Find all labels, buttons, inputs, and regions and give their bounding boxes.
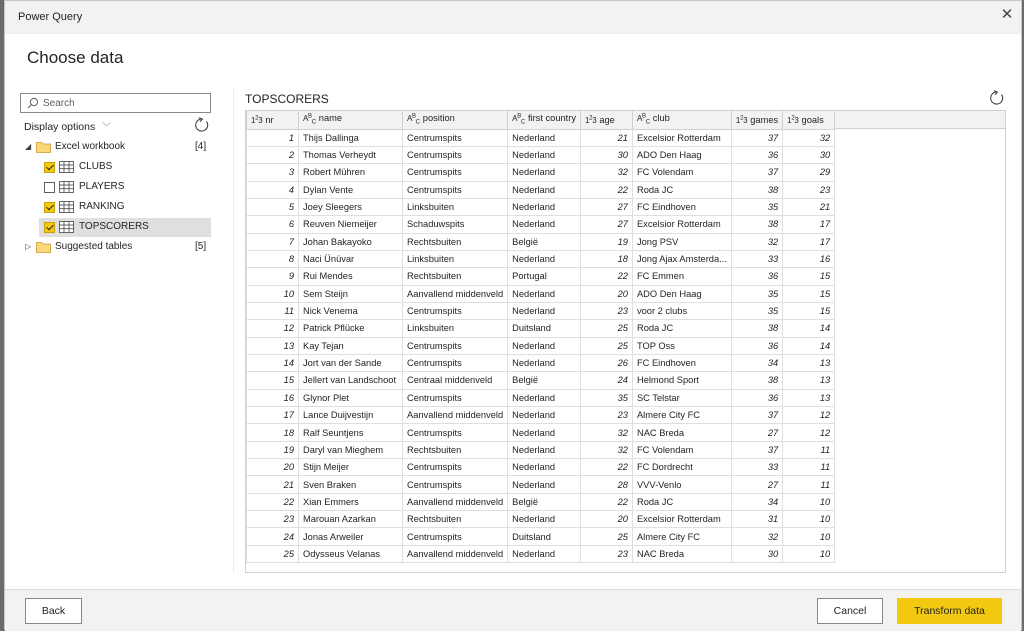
table-cell: 5 bbox=[247, 198, 299, 215]
text-type-icon: $A^B_C$ bbox=[636, 113, 650, 127]
column-header-nr[interactable] bbox=[247, 111, 299, 129]
table-cell: FC Dordrecht bbox=[632, 459, 731, 476]
table-row bbox=[247, 493, 835, 510]
table-row bbox=[247, 302, 835, 319]
column-header-club[interactable] bbox=[632, 111, 731, 129]
tree-item-count: [4] bbox=[195, 141, 207, 152]
table-cell: 36 bbox=[731, 146, 782, 163]
column-header-games[interactable] bbox=[731, 111, 782, 129]
table-cell: Joey Sleegers bbox=[299, 198, 403, 215]
table-cell: Nederland bbox=[508, 250, 581, 267]
search-box[interactable] bbox=[20, 93, 211, 113]
table-cell: 36 bbox=[731, 337, 782, 354]
whole-number-type-icon: $1^23$ bbox=[584, 115, 597, 125]
table-cell: 28 bbox=[580, 476, 632, 493]
table-cell: 23 bbox=[580, 545, 632, 562]
table-cell: 7 bbox=[247, 233, 299, 250]
table-cell: 27 bbox=[731, 476, 782, 493]
table-cell: 37 bbox=[731, 407, 782, 424]
table-cell: Thijs Dallinga bbox=[299, 129, 403, 146]
table-cell: 32 bbox=[580, 424, 632, 441]
table-cell: 21 bbox=[580, 129, 632, 146]
text-type-icon: $A^B_C$ bbox=[407, 113, 420, 127]
tree-item-suggested-tables[interactable] bbox=[23, 238, 211, 257]
table-row bbox=[247, 441, 835, 458]
table-cell: Patrick Pflücke bbox=[299, 320, 403, 337]
table-cell: Nederland bbox=[508, 198, 581, 215]
whole-number-type-icon: $1^23$ bbox=[735, 115, 748, 125]
table-cell: Roda JC bbox=[632, 493, 731, 510]
table-row bbox=[247, 354, 835, 371]
table-cell: 32 bbox=[731, 528, 782, 545]
table-cell: Nederland bbox=[508, 164, 581, 181]
table-row bbox=[247, 164, 835, 181]
tree-item-excel-workbook[interactable] bbox=[23, 138, 211, 157]
table-row bbox=[247, 146, 835, 163]
table-cell: 34 bbox=[731, 493, 782, 510]
table-cell: 18 bbox=[247, 424, 299, 441]
table-cell: 35 bbox=[731, 285, 782, 302]
table-cell: Sven Braken bbox=[299, 476, 403, 493]
table-row bbox=[247, 250, 835, 267]
tree-item-count: [5] bbox=[195, 241, 207, 252]
column-name: club bbox=[652, 113, 670, 124]
checkbox[interactable] bbox=[44, 222, 55, 233]
table-cell: Excelsior Rotterdam bbox=[632, 511, 731, 528]
tree-item-label: TOPSCORERS bbox=[79, 221, 149, 232]
table-row bbox=[247, 129, 835, 146]
table-cell: 23 bbox=[247, 511, 299, 528]
tree-item-label: Suggested tables bbox=[55, 241, 133, 252]
table-cell: NAC Breda bbox=[632, 424, 731, 441]
table-cell: Centrumspits bbox=[403, 476, 508, 493]
table-cell: 31 bbox=[731, 511, 782, 528]
pane-divider bbox=[233, 89, 234, 573]
table-cell: Aanvallend middenveld bbox=[403, 407, 508, 424]
table-cell: 30 bbox=[580, 146, 632, 163]
table-cell: 32 bbox=[731, 233, 782, 250]
table-cell: 21 bbox=[247, 476, 299, 493]
table-cell: België bbox=[508, 233, 581, 250]
table-row bbox=[247, 528, 835, 545]
table-cell: 6 bbox=[247, 216, 299, 233]
column-name: nr bbox=[265, 114, 274, 125]
table-cell: 32 bbox=[783, 129, 835, 146]
table-row bbox=[247, 511, 835, 528]
table-cell: Duitsland bbox=[508, 528, 581, 545]
table-row bbox=[247, 407, 835, 424]
table-row bbox=[247, 285, 835, 302]
table-cell: 13 bbox=[783, 389, 835, 406]
table-cell: Sem Steijn bbox=[299, 285, 403, 302]
table-cell: Rechtsbuiten bbox=[403, 233, 508, 250]
grid-header-filler bbox=[823, 111, 1006, 129]
table-row bbox=[247, 268, 835, 285]
table-cell: Lance Duijvestijn bbox=[299, 407, 403, 424]
data-table bbox=[246, 111, 835, 563]
table-cell: Rechtsbuiten bbox=[403, 441, 508, 458]
table-cell: 37 bbox=[731, 164, 782, 181]
whole-number-type-icon: $1^23$ bbox=[787, 115, 799, 125]
table-cell: Centraal middenveld bbox=[403, 372, 508, 389]
table-cell: 10 bbox=[783, 528, 835, 545]
checkbox[interactable] bbox=[44, 182, 55, 193]
table-cell: Marouan Azarkan bbox=[299, 511, 403, 528]
table-cell: 17 bbox=[247, 407, 299, 424]
table-cell: Glynor Plet bbox=[299, 389, 403, 406]
caret-down-icon[interactable]: ◢ bbox=[25, 142, 32, 151]
cancel-button[interactable]: Cancel bbox=[817, 598, 883, 624]
column-header-goals[interactable] bbox=[783, 111, 835, 129]
table-cell: Centrumspits bbox=[403, 302, 508, 319]
table-cell: Jellert van Landschoot bbox=[299, 372, 403, 389]
table-cell: 20 bbox=[580, 285, 632, 302]
table-cell: Kay Tejan bbox=[299, 337, 403, 354]
table-cell: Linksbuiten bbox=[403, 198, 508, 215]
table-cell: 16 bbox=[247, 389, 299, 406]
table-cell: Nederland bbox=[508, 146, 581, 163]
folder-icon bbox=[36, 241, 51, 253]
tree-item-players[interactable] bbox=[39, 178, 211, 197]
table-cell: FC Eindhoven bbox=[632, 198, 731, 215]
table-cell: Nederland bbox=[508, 441, 581, 458]
table-cell: Nederland bbox=[508, 302, 581, 319]
table-cell: België bbox=[508, 372, 581, 389]
table-row bbox=[247, 181, 835, 198]
table-cell: NAC Breda bbox=[632, 545, 731, 562]
table-cell: 26 bbox=[580, 354, 632, 371]
table-cell: 38 bbox=[731, 372, 782, 389]
table-cell: 35 bbox=[731, 302, 782, 319]
preview-grid[interactable] bbox=[245, 110, 1006, 573]
table-cell: FC Emmen bbox=[632, 268, 731, 285]
table-cell: 12 bbox=[247, 320, 299, 337]
column-name: name bbox=[318, 113, 343, 124]
table-cell: 17 bbox=[783, 216, 835, 233]
tree-item-label: RANKING bbox=[79, 201, 125, 212]
table-cell: 15 bbox=[247, 372, 299, 389]
table-cell: 37 bbox=[731, 129, 782, 146]
table-cell: 2 bbox=[247, 146, 299, 163]
table-cell: 15 bbox=[783, 268, 835, 285]
column-name: position bbox=[422, 113, 455, 124]
table-cell: 10 bbox=[247, 285, 299, 302]
checkbox[interactable] bbox=[44, 202, 55, 213]
table-cell: 13 bbox=[783, 372, 835, 389]
column-header-first-country[interactable] bbox=[508, 111, 581, 129]
table-cell: Nederland bbox=[508, 545, 581, 562]
table-cell: Naci Ünüvar bbox=[299, 250, 403, 267]
table-cell: 14 bbox=[783, 337, 835, 354]
table-cell: 15 bbox=[783, 285, 835, 302]
table-cell: Almere City FC bbox=[632, 528, 731, 545]
table-cell: Roda JC bbox=[632, 181, 731, 198]
footer-bar bbox=[5, 589, 1021, 631]
table-cell: SC Telstar bbox=[632, 389, 731, 406]
table-cell: 11 bbox=[783, 459, 835, 476]
table-cell: Centrumspits bbox=[403, 146, 508, 163]
table-cell: 33 bbox=[731, 250, 782, 267]
table-row bbox=[247, 233, 835, 250]
table-cell: 36 bbox=[731, 389, 782, 406]
table-row bbox=[247, 320, 835, 337]
table-cell: ADO Den Haag bbox=[632, 285, 731, 302]
table-cell: Excelsior Rotterdam bbox=[632, 129, 731, 146]
table-cell: 35 bbox=[731, 198, 782, 215]
table-cell: 14 bbox=[783, 320, 835, 337]
table-cell: FC Volendam bbox=[632, 441, 731, 458]
table-cell: 1 bbox=[247, 129, 299, 146]
table-cell: Stijn Meijer bbox=[299, 459, 403, 476]
table-cell: 12 bbox=[783, 424, 835, 441]
table-cell: 33 bbox=[731, 459, 782, 476]
table-cell: Nederland bbox=[508, 285, 581, 302]
table-cell: Johan Bakayoko bbox=[299, 233, 403, 250]
table-cell: Nederland bbox=[508, 424, 581, 441]
table-cell: 10 bbox=[783, 545, 835, 562]
table-cell: Linksbuiten bbox=[403, 250, 508, 267]
table-cell: FC Eindhoven bbox=[632, 354, 731, 371]
caret-right-icon[interactable]: ▷ bbox=[25, 242, 32, 251]
table-cell: 18 bbox=[580, 250, 632, 267]
table-cell: Centrumspits bbox=[403, 181, 508, 198]
table-cell: 24 bbox=[247, 528, 299, 545]
table-cell: Excelsior Rotterdam bbox=[632, 216, 731, 233]
table-cell: FC Volendam bbox=[632, 164, 731, 181]
table-cell: Thomas Verheydt bbox=[299, 146, 403, 163]
display-options-dropdown[interactable] bbox=[24, 120, 111, 133]
table-cell: Almere City FC bbox=[632, 407, 731, 424]
text-type-icon: $A^B_C$ bbox=[303, 113, 316, 127]
table-cell: 36 bbox=[731, 268, 782, 285]
table-cell: Dylan Vente bbox=[299, 181, 403, 198]
table-cell: 20 bbox=[580, 511, 632, 528]
folder-icon bbox=[36, 141, 51, 153]
table-row bbox=[247, 389, 835, 406]
table-cell: 11 bbox=[247, 302, 299, 319]
table-cell: 13 bbox=[247, 337, 299, 354]
refresh-icon[interactable] bbox=[194, 117, 210, 133]
table-cell: 38 bbox=[731, 320, 782, 337]
table-cell: Nederland bbox=[508, 389, 581, 406]
table-cell: Aanvallend middenveld bbox=[403, 493, 508, 510]
table-cell: 22 bbox=[580, 268, 632, 285]
table-cell: Nederland bbox=[508, 459, 581, 476]
table-cell: Rui Mendes bbox=[299, 268, 403, 285]
table-cell: Centrumspits bbox=[403, 528, 508, 545]
table-cell: Nederland bbox=[508, 181, 581, 198]
table-cell: Roda JC bbox=[632, 320, 731, 337]
table-cell: 20 bbox=[247, 459, 299, 476]
table-cell: Schaduwspits bbox=[403, 216, 508, 233]
table-cell: Daryl van Mieghem bbox=[299, 441, 403, 458]
table-cell: 27 bbox=[580, 198, 632, 215]
table-cell: 30 bbox=[731, 545, 782, 562]
table-cell: 10 bbox=[783, 511, 835, 528]
table-cell: 38 bbox=[731, 216, 782, 233]
table-cell: Nederland bbox=[508, 354, 581, 371]
column-name: games bbox=[750, 114, 779, 125]
table-cell: Jong Ajax Amsterda... bbox=[632, 250, 731, 267]
table-icon bbox=[59, 181, 74, 193]
refresh-preview-icon[interactable] bbox=[989, 90, 1005, 106]
table-cell: 21 bbox=[783, 198, 835, 215]
table-cell: 22 bbox=[580, 459, 632, 476]
tree-item-label: Excel workbook bbox=[55, 141, 126, 152]
table-cell: 14 bbox=[247, 354, 299, 371]
table-cell: 8 bbox=[247, 250, 299, 267]
table-cell: 35 bbox=[580, 389, 632, 406]
table-cell: 30 bbox=[783, 146, 835, 163]
preview-title: TOPSCORERS bbox=[245, 92, 329, 106]
table-cell: Odysseus Velanas bbox=[299, 545, 403, 562]
table-cell: 16 bbox=[783, 250, 835, 267]
table-cell: 11 bbox=[783, 441, 835, 458]
window-title: Power Query bbox=[18, 11, 83, 23]
table-cell: Duitsland bbox=[508, 320, 581, 337]
table-cell: 25 bbox=[580, 528, 632, 545]
search-icon bbox=[27, 97, 39, 109]
table-cell: 4 bbox=[247, 181, 299, 198]
table-cell: Nederland bbox=[508, 476, 581, 493]
table-icon bbox=[59, 221, 74, 233]
table-cell: ADO Den Haag bbox=[632, 146, 731, 163]
table-cell: 11 bbox=[783, 476, 835, 493]
table-icon bbox=[59, 161, 74, 173]
table-cell: TOP Oss bbox=[632, 337, 731, 354]
table-cell: 22 bbox=[247, 493, 299, 510]
table-cell: Nick Venema bbox=[299, 302, 403, 319]
table-cell: Centrumspits bbox=[403, 164, 508, 181]
table-cell: Jonas Arweiler bbox=[299, 528, 403, 545]
tree-item-clubs[interactable] bbox=[39, 158, 211, 177]
table-cell: Ralf Seuntjens bbox=[299, 424, 403, 441]
table-cell: 13 bbox=[783, 354, 835, 371]
table-row bbox=[247, 337, 835, 354]
page-title: Choose data bbox=[27, 48, 124, 67]
table-cell: 17 bbox=[783, 233, 835, 250]
table-cell: 27 bbox=[580, 216, 632, 233]
table-row bbox=[247, 476, 835, 493]
table-row bbox=[247, 545, 835, 562]
search-input[interactable] bbox=[43, 95, 203, 111]
table-cell: 29 bbox=[783, 164, 835, 181]
text-type-icon: $A^B_C$ bbox=[512, 113, 525, 127]
table-cell: 38 bbox=[731, 181, 782, 198]
table-cell: 23 bbox=[580, 407, 632, 424]
table-cell: 19 bbox=[580, 233, 632, 250]
table-row bbox=[247, 198, 835, 215]
table-cell: Nederland bbox=[508, 337, 581, 354]
table-cell: Xian Emmers bbox=[299, 493, 403, 510]
tree-item-ranking[interactable] bbox=[39, 198, 211, 217]
table-cell: 32 bbox=[580, 164, 632, 181]
table-icon bbox=[59, 201, 74, 213]
table-cell: Centrumspits bbox=[403, 129, 508, 146]
title-bar bbox=[5, 1, 1021, 34]
table-cell: 12 bbox=[783, 407, 835, 424]
table-cell: 22 bbox=[580, 181, 632, 198]
table-cell: Nederland bbox=[508, 511, 581, 528]
checkbox[interactable] bbox=[44, 162, 55, 173]
whole-number-type-icon: $1^23$ bbox=[251, 115, 263, 125]
table-cell: Helmond Sport bbox=[632, 372, 731, 389]
table-cell: 23 bbox=[580, 302, 632, 319]
table-cell: 25 bbox=[580, 320, 632, 337]
column-header-age[interactable] bbox=[580, 111, 632, 129]
table-cell: Robert Mühren bbox=[299, 164, 403, 181]
table-cell: voor 2 clubs bbox=[632, 302, 731, 319]
table-cell: Centrumspits bbox=[403, 389, 508, 406]
table-cell: Reuven Niemeijer bbox=[299, 216, 403, 233]
column-header-name[interactable] bbox=[299, 111, 403, 129]
column-name: first country bbox=[527, 113, 576, 124]
table-row bbox=[247, 372, 835, 389]
table-cell: 37 bbox=[731, 441, 782, 458]
back-button[interactable]: Back bbox=[25, 598, 82, 624]
tree-item-label: CLUBS bbox=[79, 161, 113, 172]
table-cell: VVV-Venlo bbox=[632, 476, 731, 493]
table-cell: 9 bbox=[247, 268, 299, 285]
power-query-dialog bbox=[4, 0, 1022, 630]
close-icon[interactable]: ✕ bbox=[1000, 6, 1014, 23]
table-cell: Linksbuiten bbox=[403, 320, 508, 337]
table-cell: 23 bbox=[783, 181, 835, 198]
table-row bbox=[247, 459, 835, 476]
column-name: age bbox=[599, 114, 615, 125]
display-options-label: Display options bbox=[24, 121, 96, 133]
table-row bbox=[247, 424, 835, 441]
table-cell: Centrumspits bbox=[403, 459, 508, 476]
table-cell: Rechtsbuiten bbox=[403, 511, 508, 528]
table-row bbox=[247, 216, 835, 233]
table-cell: 25 bbox=[580, 337, 632, 354]
table-cell: Centrumspits bbox=[403, 354, 508, 371]
chevron-down-icon: ﹀ bbox=[102, 122, 112, 132]
table-cell: Centrumspits bbox=[403, 424, 508, 441]
table-cell: België bbox=[508, 493, 581, 510]
table-cell: 34 bbox=[731, 354, 782, 371]
table-cell: Jort van der Sande bbox=[299, 354, 403, 371]
table-cell: Nederland bbox=[508, 129, 581, 146]
table-cell: Aanvallend middenveld bbox=[403, 285, 508, 302]
table-cell: Nederland bbox=[508, 407, 581, 424]
table-cell: 19 bbox=[247, 441, 299, 458]
table-cell: 3 bbox=[247, 164, 299, 181]
table-cell: 32 bbox=[580, 441, 632, 458]
table-cell: Rechtsbuiten bbox=[403, 268, 508, 285]
table-cell: Jong PSV bbox=[632, 233, 731, 250]
tree-item-topscorers[interactable] bbox=[39, 218, 211, 237]
table-cell: 24 bbox=[580, 372, 632, 389]
table-cell: Portugal bbox=[508, 268, 581, 285]
tree-item-label: PLAYERS bbox=[79, 181, 125, 192]
table-cell: 25 bbox=[247, 545, 299, 562]
table-cell: 22 bbox=[580, 493, 632, 510]
table-cell: Centrumspits bbox=[403, 337, 508, 354]
table-cell: 27 bbox=[731, 424, 782, 441]
column-header-position[interactable] bbox=[403, 111, 508, 129]
table-cell: Aanvallend middenveld bbox=[403, 545, 508, 562]
table-cell: 10 bbox=[783, 493, 835, 510]
column-name: goals bbox=[801, 114, 824, 125]
table-cell: 15 bbox=[783, 302, 835, 319]
table-cell: Nederland bbox=[508, 216, 581, 233]
transform-data-button[interactable]: Transform data bbox=[897, 598, 1002, 624]
